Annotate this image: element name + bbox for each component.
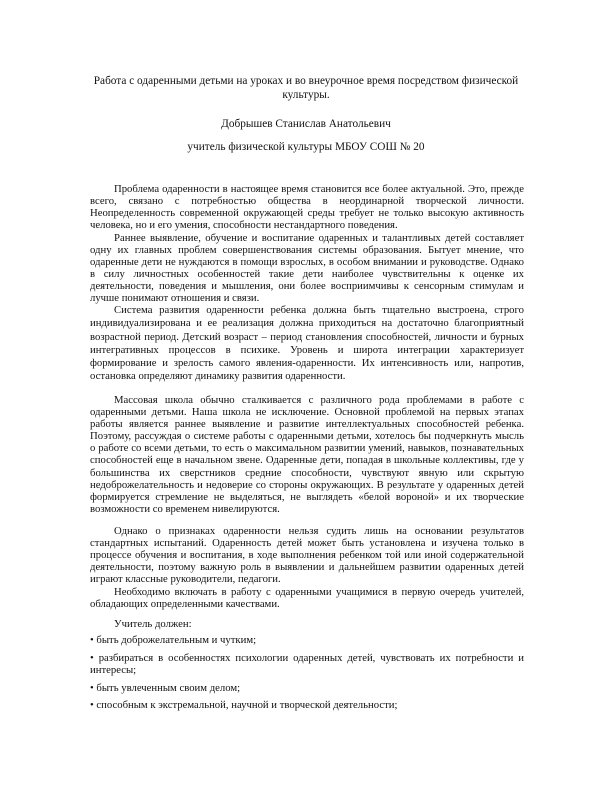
- paragraph-4: Массовая школа обычно сталкивается с различного рода проблемами в работе с одаренными детьми. Наша школа не исключение. Основной проблемой на первых этапах работы является раннее выявление и развитие интеллектуальных способностей ребенка. Поэтому, рассуждая о системе работы с одаренными детьми, хотелось бы подчеркнуть мысль о работе со всеми детьми, то есть о максимальном развитии умений, навыков, познавательных способностей еще в начальном звене. Одаренные дети, попадая в школьные коллективы, где у большинства их сверстников средние способности, чувствуют явную или скрытую недоброжелательность и недоверие со стороны окружающих. В результате у одаренных детей формируется стремление не выделяться, не выглядеть «белой вороной» и их творческие возможности со временем нивелируются.: [90, 394, 524, 515]
- list-intro: Учитель должен:: [114, 618, 192, 630]
- list-item: • разбираться в особенностях психологии одаренных детей, чувствовать их потребности и интересы;: [90, 652, 524, 677]
- paragraph-5: Однако о признаках одаренности нельзя судить лишь на основании результатов стандартных испытаний. Одаренность детей может быть установлена и изучена только в процессе обучения и воспитания, в ходе выполнения ребенком той или иной содержательной деятельности, поэтому важную роль в выявлении и дальнейшем развитии одаренных детей играют классные руководители, педагоги.: [90, 525, 524, 586]
- list-item: • быть увлеченным своим делом;: [90, 682, 241, 694]
- list-item: • быть доброжелательным и чутким;: [90, 634, 257, 646]
- paragraph-1: Проблема одаренности в настоящее время становится все более актуальной. Это, прежде всего, связано с потребностью общества в неординарной творческой личности. Неопределенность современной окружающей среды требует не только высокую активность человека, но и его умения, способности нестандартного поведения.: [90, 183, 524, 232]
- author-name: Добрышев Станислав Анатольевич: [221, 118, 391, 130]
- document-title: Работа с одаренными детьми на уроках и во внеурочное время посредством физической культуры.: [93, 75, 519, 101]
- list-item: • способным к экстремальной, научной и творческой деятельности;: [90, 699, 398, 711]
- paragraph-3: Система развития одаренности ребенка должна быть тщательно выстроена, строго индивидуализирована и ее реализация должна приходиться на достаточно благоприятный возрастной период. Детский возраст – период становления способностей, личности и бурных интегративных процессов в психике. Уровень и широта интеграции характеризует формирование и зрелость самого явления-одаренности. Их интенсивность или, напротив, остановка определяют динамику развития одаренности.: [90, 304, 524, 383]
- paragraph-6: Необходимо включать в работу с одаренными учащимися в первую очередь учителей, обладающих определенными качествами.: [90, 586, 524, 611]
- paragraph-2: Раннее выявление, обучение и воспитание одаренных и талантливых детей составляет одну их главных проблем совершенствования системы образования. Бытует мнение, что одаренные дети не нуждаются в помощи взрослых, в особом внимании и руководстве. Однако в силу личностных особенностей такие дети наиболее чувствительны к оценке их деятельности, поведения и мышления, они более восприимчивы к сенсорным стимулам и лучше понимают отношения и связи.: [90, 232, 524, 305]
- author-position: учитель физической культуры МБОУ СОШ № 20: [187, 141, 425, 153]
